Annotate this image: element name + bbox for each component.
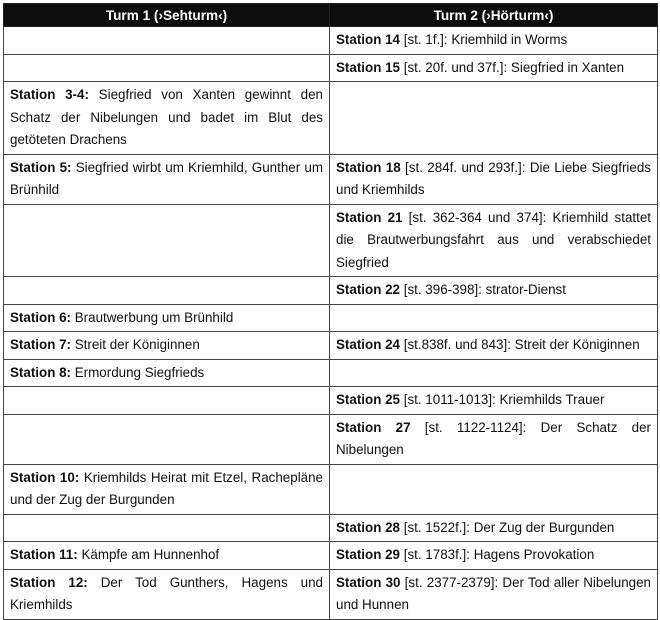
column-header-turm-1: Turm 1 (›Sehturm‹) xyxy=(4,4,330,27)
turm-2-cell xyxy=(330,154,658,204)
table-row xyxy=(4,154,658,204)
table-row xyxy=(4,414,658,464)
turm-2-cell xyxy=(330,414,658,464)
station-number: Station 14 xyxy=(336,32,400,47)
station-table xyxy=(3,3,658,620)
table-row xyxy=(4,204,658,277)
table-row xyxy=(4,54,658,82)
turm-2-cell xyxy=(330,542,658,570)
station-description: [st. 1783f.]: Hagens Provokation xyxy=(400,547,595,562)
station-description: Kämpfe am Hunnenhof xyxy=(77,547,220,562)
station-description: Kriemhilds Heirat mit Etzel, Rachepläne und der Zug der Burgunden xyxy=(10,469,324,507)
turm-2-cell xyxy=(330,204,658,277)
turm-2-cell xyxy=(330,359,658,387)
station-description: [st. 1011-1013]: Kriemhilds Trauer xyxy=(400,392,605,407)
table-row xyxy=(4,359,658,387)
table-row xyxy=(4,304,658,332)
station-description: [st. 396-398]: strator-Dienst xyxy=(400,282,566,297)
station-description: [st.838f. und 843]: Streit der Königinnen xyxy=(400,337,640,352)
header-row xyxy=(4,4,658,27)
turm-2-cell xyxy=(330,54,658,82)
station-number: Station 18 xyxy=(336,159,401,175)
turm-1-cell xyxy=(4,542,330,570)
turm-2-cell xyxy=(330,569,658,619)
station-description: Siegfried von Xanten gewinnt den Schatz der Nibelungen und badet im Blut des getöteten Drachens xyxy=(10,87,323,147)
station-description: [st. 20f. und 37f.]: Siegfried in Xanten xyxy=(400,59,625,75)
table-row xyxy=(4,332,658,360)
turm-2-cell xyxy=(330,277,658,305)
turm-1-cell xyxy=(4,514,330,542)
station-number: Station 6: xyxy=(10,309,72,325)
station-number: Station 11: xyxy=(10,547,78,562)
turm-2-cell xyxy=(330,464,658,514)
station-description: Ermordung Siegfrieds xyxy=(71,364,205,380)
column-header-turm-2: Turm 2 (›Hörturm‹) xyxy=(330,4,658,27)
table-row xyxy=(4,27,658,55)
turm-2-cell xyxy=(330,514,658,542)
station-description: [st. 1522f.]: Der Zug der Burgunden xyxy=(400,519,615,535)
station-description: [st. 362-364 und 374]: Kriemhild stattet die Brautwerbungsfahrt aus und verabschiedet Siegfried xyxy=(336,209,651,270)
turm-2-cell xyxy=(330,304,658,332)
turm-1-cell xyxy=(4,332,330,360)
table-row xyxy=(4,277,658,305)
station-number: Station 10: xyxy=(10,469,80,485)
station-description: [st. 284f. und 293f.]: Die Liebe Siegfrieds und Kriemhilds xyxy=(336,159,651,197)
turm-1-cell xyxy=(4,387,330,415)
station-number: Station 30 xyxy=(336,574,401,590)
turm-1-cell xyxy=(4,154,330,204)
station-number: Station 29 xyxy=(336,547,400,562)
turm-1-cell xyxy=(4,414,330,464)
station-number: Station 15 xyxy=(336,59,400,75)
table-row xyxy=(4,569,658,619)
station-description: Der Tod Gunthers, Hagens und Kriemhilds xyxy=(10,574,324,612)
station-number: Station 24 xyxy=(336,337,400,352)
station-number: Station 12: xyxy=(10,574,88,590)
station-number: Station 21 xyxy=(336,209,403,225)
station-number: Station 22 xyxy=(336,282,400,297)
table-row xyxy=(4,464,658,514)
turm-1-cell xyxy=(4,464,330,514)
turm-1-cell xyxy=(4,359,330,387)
table-row xyxy=(4,82,658,155)
turm-1-cell xyxy=(4,54,330,82)
station-number: Station 8: xyxy=(10,364,72,380)
station-description: [st. 1122-1124]: Der Schatz der Nibelungen xyxy=(336,419,651,457)
turm-1-cell xyxy=(4,304,330,332)
turm-1-cell xyxy=(4,569,330,619)
turm-1-cell xyxy=(4,27,330,55)
station-number: Station 7: xyxy=(10,337,72,352)
station-number: Station 3-4: xyxy=(10,87,89,102)
turm-2-cell xyxy=(330,387,658,415)
table-row xyxy=(4,514,658,542)
station-number: Station 28 xyxy=(336,519,400,535)
table-row xyxy=(4,387,658,415)
turm-2-cell xyxy=(330,82,658,155)
station-description: Brautwerbung um Brünhild xyxy=(71,309,234,325)
station-description: Siegfried wirbt um Kriemhild, Gunther um Brünhild xyxy=(10,159,323,197)
station-number: Station 5: xyxy=(10,159,72,175)
turm-1-cell xyxy=(4,204,330,277)
turm-1-cell xyxy=(4,82,330,155)
table-row xyxy=(4,542,658,570)
station-description: [st. 1f.]: Kriemhild in Worms xyxy=(400,32,568,47)
turm-2-cell xyxy=(330,332,658,360)
station-number: Station 25 xyxy=(336,392,400,407)
station-description: Streit der Königinnen xyxy=(71,337,200,352)
station-description: [st. 2377-2379]: Der Tod aller Nibelungen und Hunnen xyxy=(336,574,651,612)
station-number: Station 27 xyxy=(336,419,411,435)
turm-1-cell xyxy=(4,277,330,305)
turm-2-cell xyxy=(330,27,658,55)
